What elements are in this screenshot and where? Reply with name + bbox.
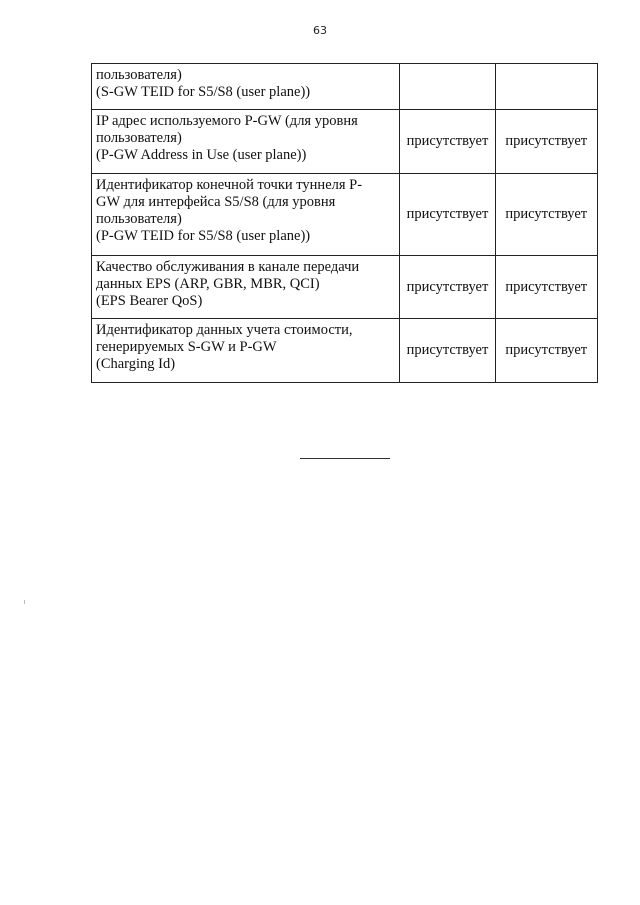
description-line: данных EPS (ARP, GBR, MBR, QCI) [96, 276, 320, 292]
presence-cell-b: присутствует [495, 110, 597, 174]
presence-cell-a: присутствует [400, 319, 495, 383]
presence-cell-b: присутствует [495, 256, 597, 319]
description-line: IP адрес используемого P-GW (для уровня [96, 113, 358, 129]
description-line: пользователя) [96, 130, 182, 146]
description-line: GW для интерфейса S5/S8 (для уровня [96, 194, 336, 210]
table-row [92, 64, 598, 110]
description-line: Качество обслуживания в канале передачи [96, 259, 360, 275]
table-row [92, 174, 598, 256]
description-cell [92, 319, 400, 383]
scan-artifact [24, 600, 25, 604]
description-line: Идентификатор конечной точки туннеля P- [96, 177, 363, 193]
description-line: пользователя) [96, 211, 182, 227]
description-cell [92, 174, 400, 256]
description-line: (P-GW Address in Use (user plane)) [96, 147, 307, 163]
description-line: пользователя) [96, 67, 182, 83]
description-line: (S-GW TEID for S5/S8 (user plane)) [96, 84, 311, 100]
closing-rule-divider [300, 458, 390, 459]
table-row [92, 110, 598, 174]
bearer-context-table [91, 63, 598, 383]
presence-cell-b [495, 64, 597, 110]
description-line: Идентификатор данных учета стоимости, [96, 322, 353, 338]
page-number: 63 [313, 24, 327, 37]
table-row [92, 319, 598, 383]
table-row [92, 256, 598, 319]
description-line: генерируемых S-GW и P-GW [96, 339, 277, 355]
description-line: (Charging Id) [96, 356, 176, 372]
presence-cell-a [400, 64, 495, 110]
description-cell [92, 110, 400, 174]
presence-cell-b: присутствует [495, 174, 597, 256]
presence-cell-a: присутствует [400, 110, 495, 174]
description-cell [92, 64, 400, 110]
description-cell [92, 256, 400, 319]
presence-cell-b: присутствует [495, 319, 597, 383]
presence-cell-a: присутствует [400, 256, 495, 319]
presence-cell-a: присутствует [400, 174, 495, 256]
description-line: (EPS Bearer QoS) [96, 293, 203, 309]
description-line: (P-GW TEID for S5/S8 (user plane)) [96, 228, 311, 244]
